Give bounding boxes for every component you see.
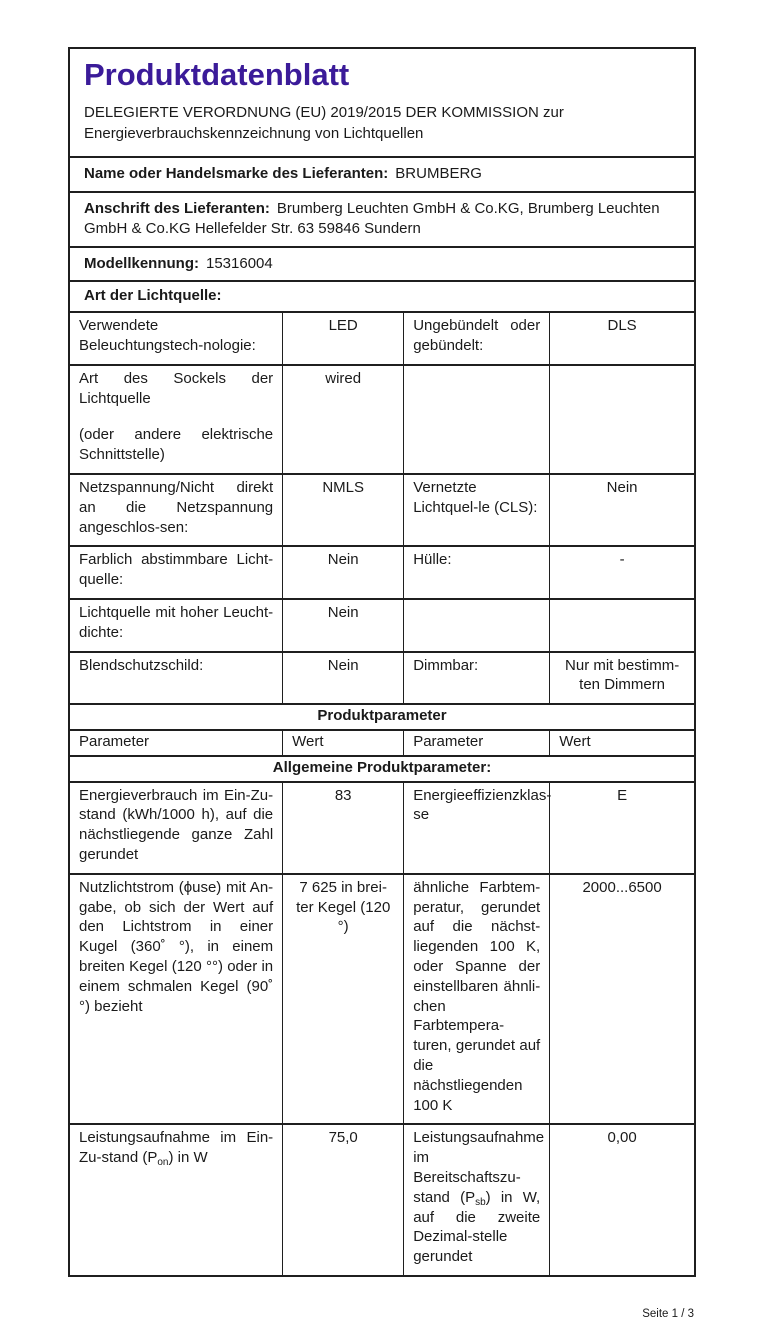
supplier-name-value: BRUMBERG (395, 165, 482, 183)
param-cell: Vernetzte Lichtquel-le (CLS): (403, 475, 549, 545)
value-cell (549, 366, 694, 473)
value-cell (549, 600, 694, 651)
regulation-text: DELEGIERTE VERORDNUNG (EU) 2019/2015 DER KOMMISSION zur Energieverbrauchskennzeichnung von Lichtquellen (84, 103, 564, 142)
table-row (70, 473, 694, 545)
param-cell: Farblich abstimmbare Licht-quelle: (79, 551, 274, 589)
supplier-address-row (70, 191, 694, 246)
model-id-row (70, 246, 694, 281)
datasheet-frame (68, 47, 696, 1277)
param-cell: Dimmbar: (403, 653, 549, 704)
value-cell: DLS (549, 313, 694, 364)
value-cell: NMLS (282, 475, 403, 545)
page-number: Seite 1 / 3 (642, 1307, 694, 1320)
product-parameters-title: Produktparameter (70, 703, 694, 729)
general-parameters-title: Allgemeine Produktparameter: (70, 755, 694, 781)
value-cell: Nein (282, 547, 403, 598)
value-cell: LED (282, 313, 403, 364)
value-cell: wired (282, 366, 403, 473)
value-cell: Nein (282, 653, 403, 704)
column-header-row (70, 729, 694, 755)
param-cell: Lichtquelle mit hoher Leucht-dichte: (79, 603, 274, 641)
param-cell: Energieverbrauch im Ein-Zu-stand (kWh/1000 h), auf die nächstliegende ganze Zahl gerundet (79, 786, 274, 863)
table-row (70, 598, 694, 651)
value-cell: 83 (282, 783, 403, 873)
value-cell: 75,0 (282, 1125, 403, 1275)
model-id-value: 15316004 (206, 254, 273, 272)
value-cell: 2000...6500 (549, 875, 694, 1124)
param-cell: Energieeffizienzklas-se (403, 783, 549, 873)
table-row (70, 364, 694, 473)
param-cell: Leistungsaufnahme im Ein-Zu-stand $(P_{on})$ in W (79, 1129, 274, 1169)
title-block (70, 49, 694, 156)
param-cell (403, 600, 549, 651)
supplier-address-label: Anschrift des Lieferanten: (84, 200, 270, 218)
supplier-name-row (70, 156, 694, 191)
param-extra-text: (oder andere elektrische Schnittstelle) (79, 426, 274, 464)
supplier-address-value: Brumberg Leuchten GmbH & Co.KG, Brumberg Leuchten GmbH & Co.KG Hellefelder Str. 63 59846 Sundern (84, 200, 660, 237)
supplier-name-label: Name oder Handelsmarke des Lieferanten: (84, 165, 389, 183)
model-id-label: Modellkennung: (84, 254, 199, 272)
param-cell: Netzspannung/Nicht direkt an die Netzspannung angeschlos-sen: (79, 479, 274, 536)
table-row (70, 1123, 694, 1275)
param-cell: Leistungsaufnahme im Bereitschaftszu-stand $(P_{sb})$ in W, auf die zweite Dezimal-stelle gerundet (403, 1125, 549, 1275)
table-row (70, 311, 694, 364)
param-cell (403, 366, 549, 473)
light-source-section-label: Art der Lichtquelle: (70, 280, 694, 311)
column-header: Wert (282, 731, 403, 755)
param-cell: Hülle: (403, 547, 549, 598)
table-row (70, 545, 694, 598)
param-cell: Ungebündelt oder gebündelt: (403, 313, 549, 364)
value-cell: - (549, 547, 694, 598)
value-cell: Nein (282, 600, 403, 651)
table-row (70, 651, 694, 704)
table-row (70, 873, 694, 1124)
param-cell: Verwendete Beleuchtungstech-nologie: (79, 317, 256, 355)
value-cell: Nein (549, 475, 694, 545)
value-cell: 0,00 (549, 1125, 694, 1275)
value-cell: E (549, 783, 694, 873)
param-text: Art des Sockels der Lichtquelle (79, 369, 274, 407)
column-header: Parameter (403, 731, 549, 755)
param-cell (70, 366, 282, 473)
value-cell: 7 625 in brei-ter Kegel (120 °) (282, 875, 403, 1124)
page-title: Produktdatenblatt (84, 57, 350, 92)
column-header: Parameter (79, 732, 150, 750)
column-header: Wert (549, 731, 694, 755)
param-cell: ähnliche Farbtem-peratur, gerundet auf die nächst-liegenden 100 K, oder Spanne der einstellbaren ähnli-chen Farbtempera-turen, gerundet auf die nächstliegenden 100 K (403, 875, 549, 1124)
table-row (70, 781, 694, 873)
param-cell: Blendschutzschild: (79, 656, 204, 674)
value-cell: Nur mit bestimm-ten Dimmern (549, 653, 694, 704)
param-cell: Nutzlichtstrom (ϕuse) mit An-gabe, ob sich der Wert auf den Lichtstrom in einer Kugel (360˚ °), in einem breiten Kegel (120 °°) oder in einem schmalen Kegel (90˚ °) bezieht (79, 878, 274, 1015)
